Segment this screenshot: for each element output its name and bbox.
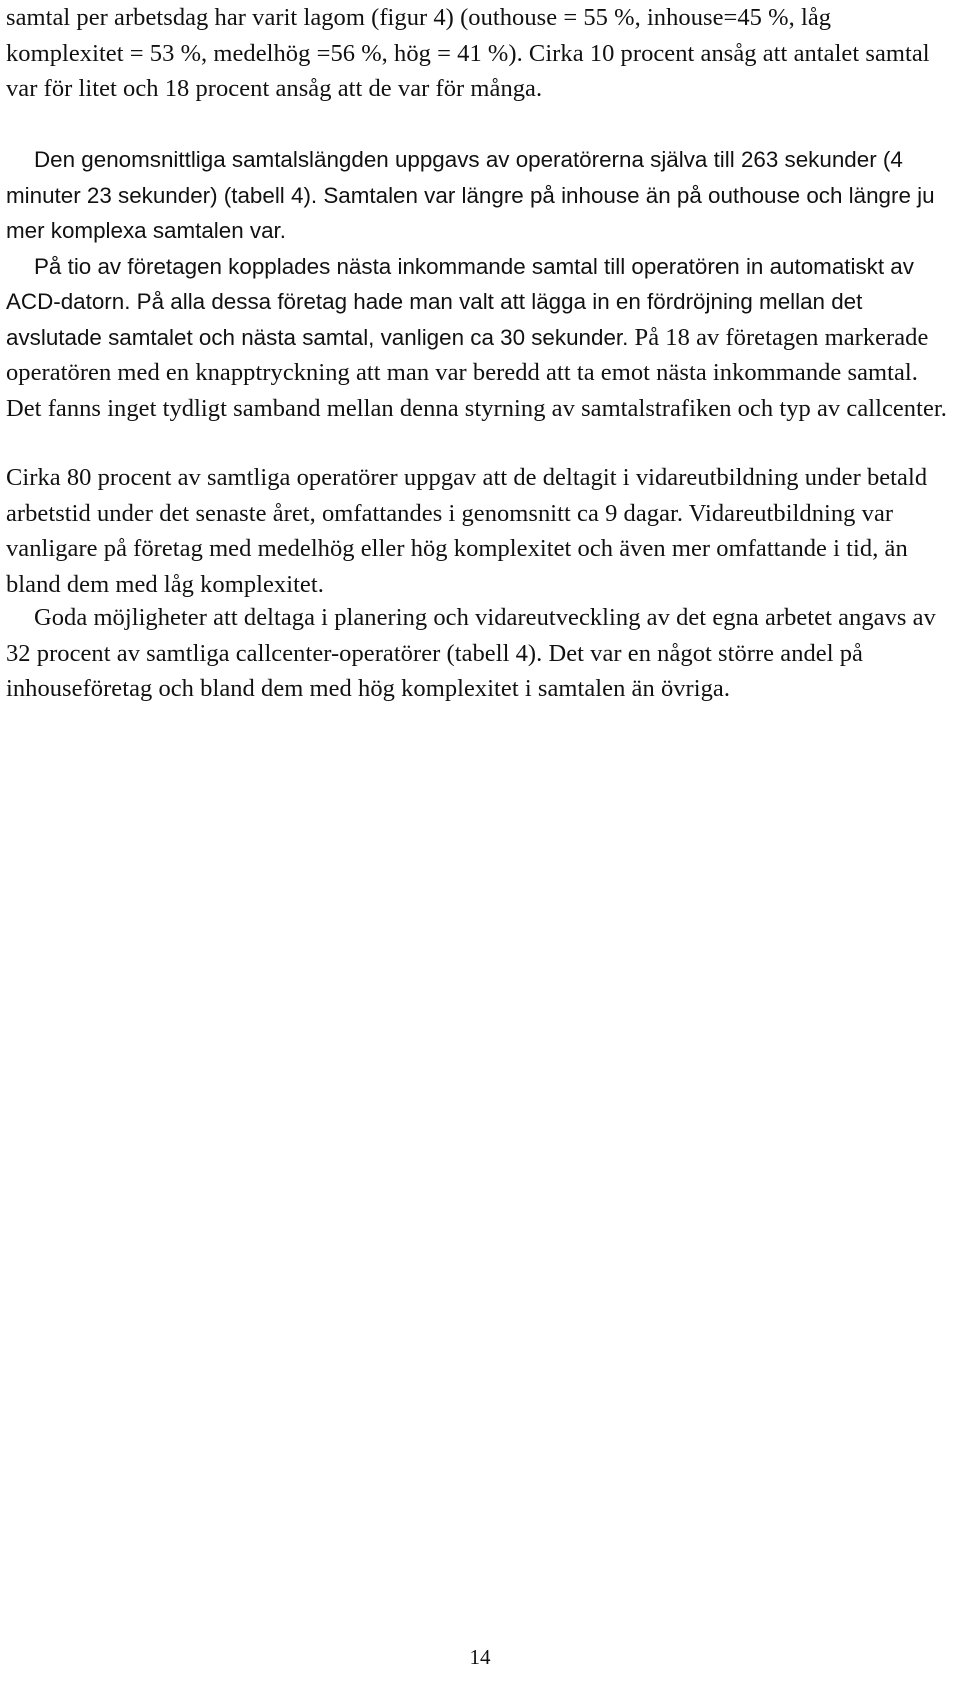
paragraph-text: samtal per arbetsdag har varit lagom (figur 4) (outhouse = 55 %, inhouse=45 %, låg komplexitet = 53 %, medelhög =56 %, hög = 41 %). Cirka 10 procent ansåg att antalet samtal var för litet och 18 procent ansåg att de var för många. [6, 4, 930, 102]
acd-routing-sentence: På tio av företagen kopplades nästa inkommande samtal till operatören in automatiskt av ACD-datorn. [6, 253, 914, 314]
call-length-sentence: Den genomsnittliga samtalslängden uppgavs av operatörerna själva till 263 sekunder (4 minuter 23 sekunder) (tabell 4). [6, 147, 903, 208]
manual-ready-sentence: På 18 av företagen markerade operatören med en knapptryckning att man var beredd att ta emot nästa inkommande samtal. Det fanns inget tydligt samband mellan denna styrning av samtalstrafiken och typ av callcenter. [6, 323, 947, 422]
paragraph-training-text: Cirka 80 procent av samtliga operatörer uppgav att de deltagit i vidareutbildning under betald arbetstid under det senaste året, omfattandes i genomsnitt ca 9 dagar. Vidareutbildning var vanligare på företag med medelhög eller hög komplexitet och även mer omfattande i tid, än bland dem med låg komplexitet. [6, 464, 928, 598]
paragraph-training [6, 460, 951, 602]
paragraph-planning [6, 600, 951, 707]
paragraph-acd-routing-text [6, 249, 951, 427]
paragraph-planning-text: Goda möjligheter att deltaga i planering och vidareutveckling av det egna arbetet angavs av 32 procent av samtliga callcenter-operatörer (tabell 4). Det var en något större andel på inhouseföretag och bland dem med hög komplexitet i samtalen än övriga. [6, 604, 936, 702]
page-number: 14 [469, 1645, 491, 1669]
paragraph-call-volume [6, 0, 951, 107]
paragraph-call-length-text [6, 142, 951, 249]
acd-delay-sentence: På alla dessa företag hade man valt att lägga in en fördröjning mellan det avslutade samtalet och nästa samtal, vanligen ca 30 sekunder. [6, 289, 863, 350]
paragraph-call-length [6, 142, 951, 426]
call-length-comparison: Samtalen var längre på inhouse än på outhouse och längre ju mer komplexa samtalen var. [6, 182, 935, 243]
